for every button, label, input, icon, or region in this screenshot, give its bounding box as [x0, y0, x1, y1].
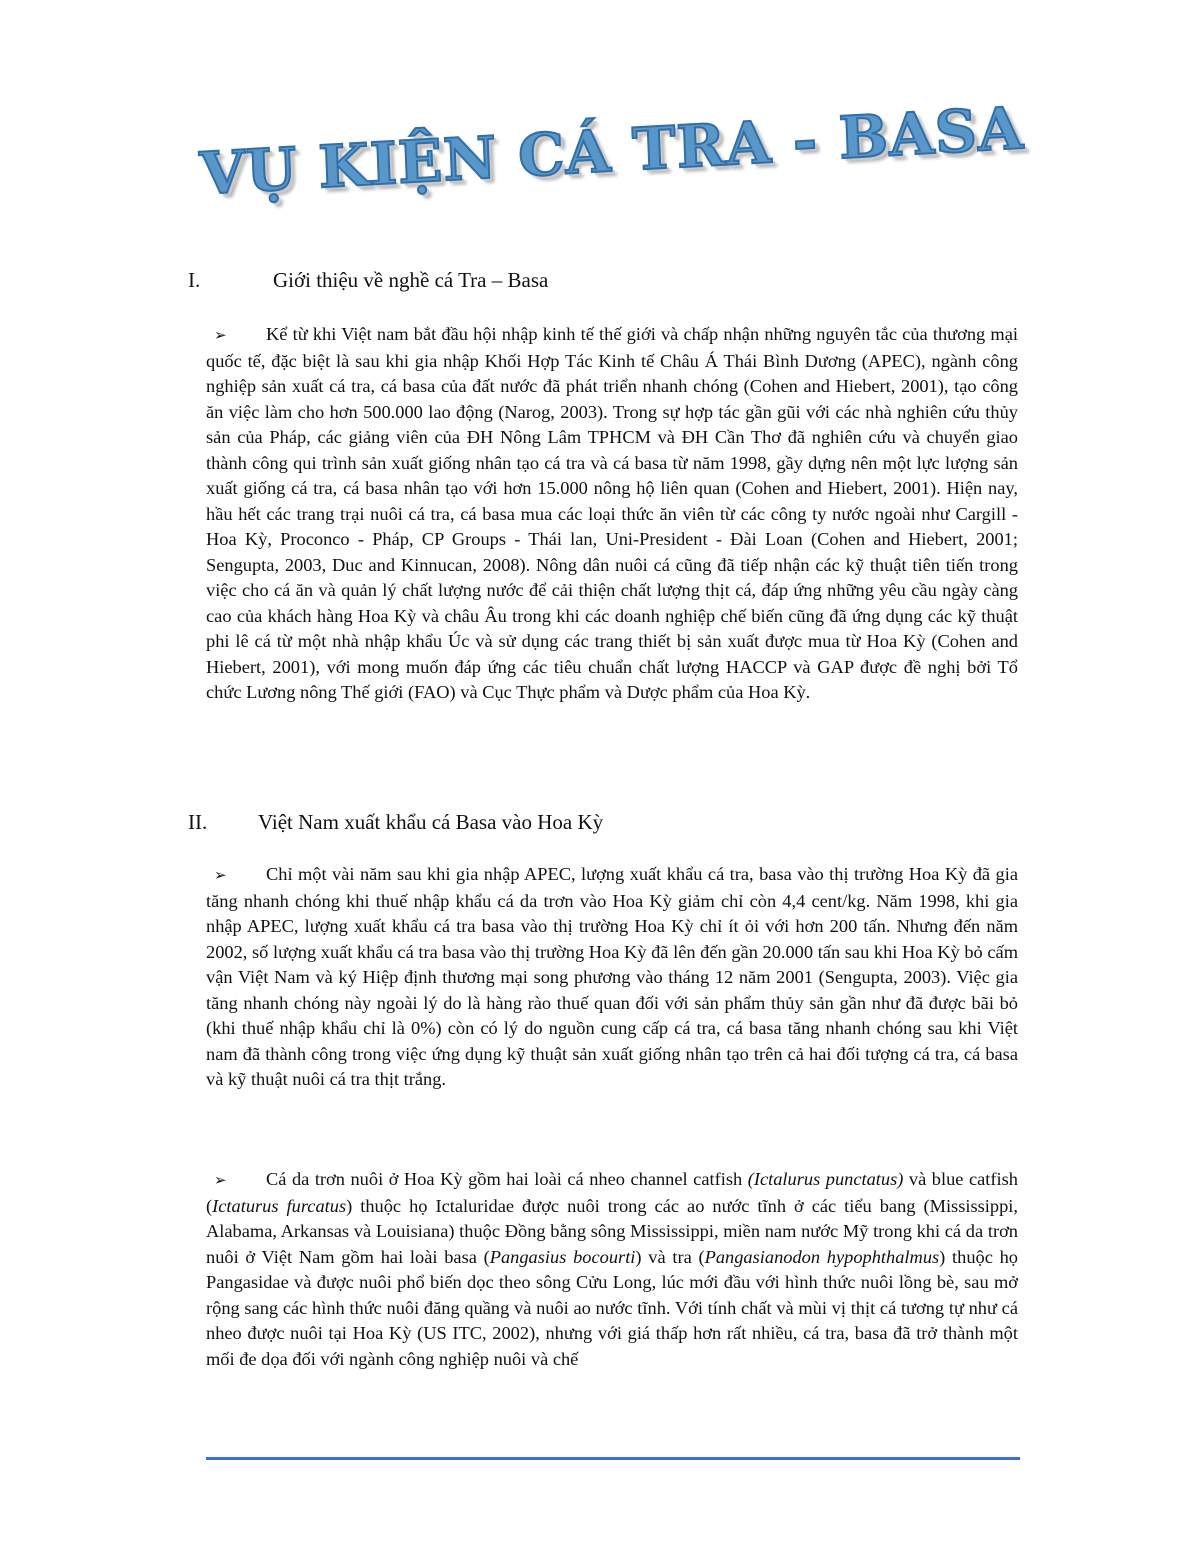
scientific-name: Pangasius bocourti — [489, 1246, 636, 1267]
section-1-number: I. — [188, 268, 201, 292]
section-1-title: Giới thiệu về nghề cá Tra – Basa — [273, 268, 549, 292]
arrow-bullet-icon: ➢ — [214, 326, 227, 344]
paragraph-text-part: ) và tra ( — [635, 1246, 705, 1267]
document-title: VỤ KIỆN CÁ TRA - BASA — [198, 93, 1025, 208]
title-banner — [190, 93, 1025, 220]
section-2-number: II. — [188, 810, 208, 834]
arrow-bullet-icon: ➢ — [214, 1171, 227, 1189]
paragraph-text-part: ) thuộc họ Pangasidae và được nuôi phổ biến dọc theo sông Cửu Long, lúc mới đầu với hình thức nuôi lồng bè, sau mở rộng sang các hình thức nuôi đăng quầng và nuôi ao nước tĩnh. Với tính chất và mùi vị thịt cá tương tự như cá nheo được nuôi tại Hoa Kỳ (US ITC, 2002), nhưng với giá thấp hơn rất nhiều, cá tra, basa đã trở thành một mối đe dọa đối với ngành công nghiệp nuôi và chế — [206, 1246, 1018, 1369]
section-2-heading — [188, 810, 603, 835]
paragraph-text-part: và blue catfish ( — [206, 1169, 1018, 1216]
paragraph-text-part: Cá da trơn nuôi ở Hoa Kỳ gồm hai loài cá nheo channel catfish — [266, 1169, 748, 1189]
section-1-paragraph-text: Kể từ khi Việt nam bắt đầu hội nhập kinh tế thế giới và chấp nhận những nguyên tắc của thương mại quốc tế, đặc biệt là sau khi gia nhập Khối Hợp Tác Kinh tế Châu Á Thái Bình Dương (APEC), ngành công nghiệp sản xuất cá tra, cá basa của đất nước đã phát triển nhanh chóng (Cohen and Hiebert, 2001), tạo công ăn việc làm cho hơn 500.000 lao động (Narog, 2003). Trong sự hợp tác gần gũi với các nhà nghiên cứu thủy sản của Pháp, các giảng viên của ĐH Nông Lâm TPHCM và ĐH Cần Thơ đã nghiên cứu và chuyển giao thành công qui trình sản xuất giống nhân tạo cá tra và cá basa từ năm 1998, gầy dựng nên một lực lượng sản xuất giống cá tra, cá basa nhân tạo với hơn 15.000 nông hộ liên quan (Cohen and Hiebert, 2001). Hiện nay, hầu hết các trang trại nuôi cá tra, cá basa mua các loại thức ăn viên từ các công ty nước ngoài như Cargill - Hoa Kỳ, Proconco - Pháp, CP Groups - Thái lan, Uni-President - Đài Loan (Cohen and Hiebert, 2001; Sengupta, 2003, Duc and Kinnucan, 2008). Nông dân nuôi cá cũng đã tiếp nhận các kỹ thuật tiên tiến trong việc cho cá ăn và quản lý chất lượng nước để cải thiện chất lượng thịt cá, đáp ứng những yêu cầu ngày càng cao của khách hàng Hoa Kỳ và châu Âu trong khi các doanh nghiệp chế biến cũng đã ứng dụng các kỹ thuật phi lê cá từ một nhà nhập khẩu Úc và sử dụng các trang thiết bị sản xuất được mua từ Hoa Kỳ (Cohen and Hiebert, 2001), với mong muốn đáp ứng các tiêu chuẩn chất lượng HACCP và GAP được đề nghị bởi Tổ chức Lương nông Thế giới (FAO) và Cục Thực phẩm và Dược phẩm của Hoa Kỳ. — [206, 324, 1018, 702]
arrow-bullet-icon: ➢ — [214, 866, 227, 884]
section-1-heading — [188, 268, 548, 293]
section-2-paragraph-1 — [206, 862, 1018, 1093]
section-2-title: Việt Nam xuất khẩu cá Basa vào Hoa Kỳ — [258, 810, 604, 834]
scientific-name: Ictaturus furcatus — [212, 1195, 347, 1216]
section-2-paragraph-2 — [206, 1167, 1018, 1372]
scientific-name: Pangasianodon hypophthalmus — [704, 1246, 940, 1267]
footer-divider — [206, 1457, 1020, 1460]
scientific-name: (Ictalurus punctatus) — [747, 1169, 904, 1189]
section-1-paragraph — [206, 322, 1018, 706]
section-2-paragraph-1-text: Chỉ một vài năm sau khi gia nhập APEC, lượng xuất khẩu cá tra, basa vào thị trường Hoa Kỳ đã gia tăng nhanh chóng khi thuế nhập khẩu cá da trơn vào Hoa Kỳ giảm chỉ còn 4,4 cent/kg. Năm 1998, khi gia nhập APEC, lượng xuất khẩu cá tra basa vào thị trường Hoa Kỳ chỉ ít ỏi với hơn 200 tấn. Nhưng đến năm 2002, số lượng xuất khẩu cá tra basa vào thị trường Hoa Kỳ đã lên đến gần 20.000 tấn sau khi Hoa Kỳ bỏ cấm vận Việt Nam và ký Hiệp định thương mại song phương vào tháng 12 năm 2001 (Sengupta, 2003). Việc gia tăng nhanh chóng này ngoài lý do là hàng rào thuế quan đối với sản phẩm thủy sản gần như đã được bãi bỏ (khi thuế nhập khẩu chỉ là 0%) còn có lý do nguồn cung cấp cá tra, cá basa tăng nhanh chóng sau khi Việt nam đã thành công trong việc ứng dụng kỹ thuật sản xuất giống nhân tạo trên cả hai đối tượng cá tra, cá basa và kỹ thuật nuôi cá tra thịt trắng. — [206, 864, 1018, 1089]
paragraph-text-part: ) thuộc họ Ictaluridae được nuôi trong các ao nước tĩnh ở các tiểu bang (Mississippi, Alabama, Arkansas và Louisiana) thuộc Đồng bằng sông Mississippi, miền nam nước Mỹ trong khi cá da trơn nuôi ở Việt Nam gồm hai loài basa ( — [206, 1195, 1018, 1267]
